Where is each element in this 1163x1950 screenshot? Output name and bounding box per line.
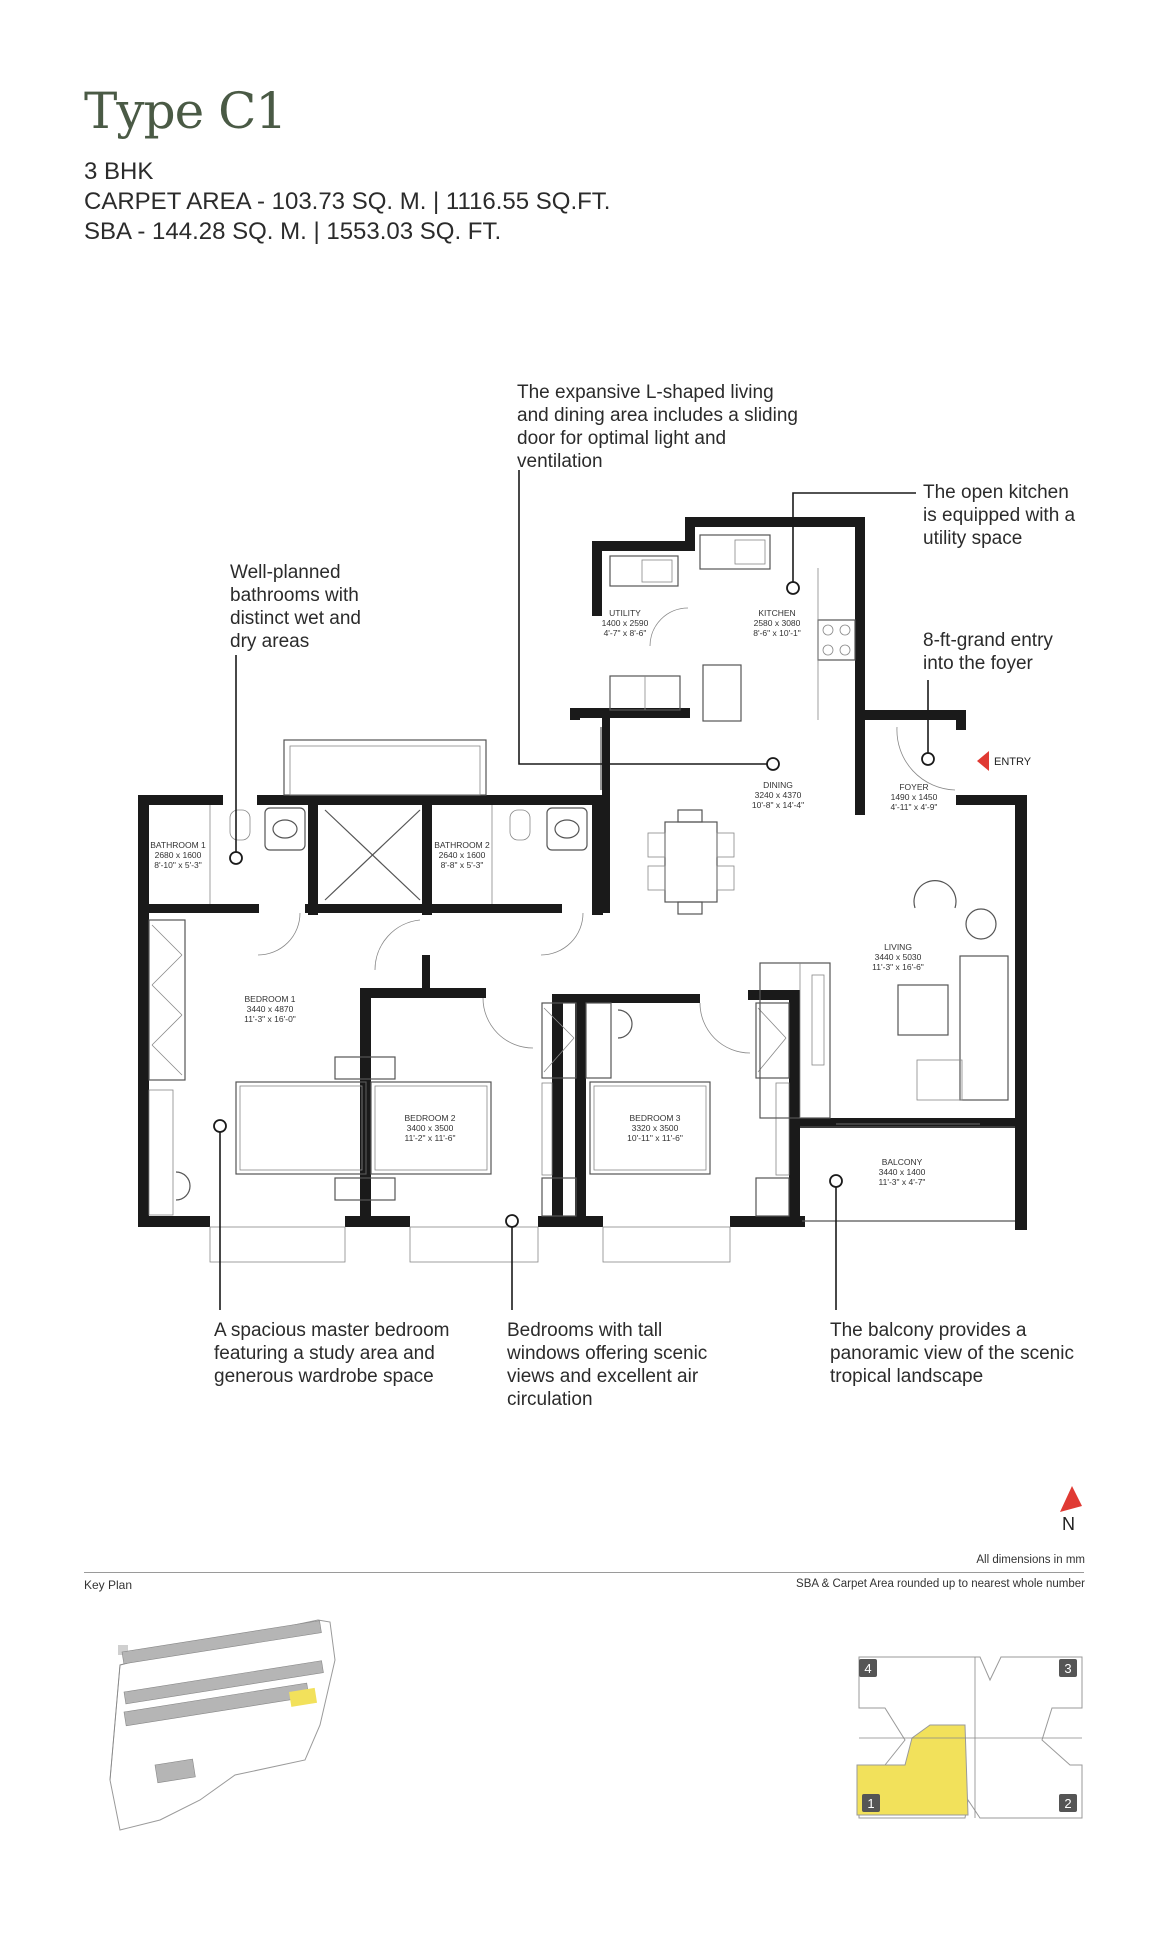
svg-text:1490 x 1450: 1490 x 1450: [890, 792, 938, 802]
callout-bathrooms: Well-planned bathrooms with distinct wet and dry areas: [230, 562, 361, 652]
rounding-note: SBA & Carpet Area rounded up to nearest whole number: [796, 1578, 1085, 1590]
key-plan-label: Key Plan: [84, 1578, 133, 1592]
label-balcony: BALCONY: [881, 1157, 923, 1167]
key-unit-4: 4: [864, 1661, 872, 1676]
svg-text:11'-3" x 16'-6": 11'-3" x 16'-6": [872, 962, 924, 972]
key-plan-site: [110, 1620, 335, 1830]
svg-text:1400 x 2590: 1400 x 2590: [601, 618, 649, 628]
callout-entry: 8-ft-grand entry into the foyer: [923, 630, 1053, 674]
svg-text:3400 x 3500: 3400 x 3500: [406, 1123, 454, 1133]
svg-text:10'-11" x 11'-6": 10'-11" x 11'-6": [627, 1133, 683, 1143]
page-title: Type C1: [84, 82, 287, 140]
label-bathroom-2: BATHROOM 2: [434, 840, 490, 850]
svg-text:4'-11" x 4'-9": 4'-11" x 4'-9": [890, 802, 938, 812]
label-bedroom-2: BEDROOM 2: [404, 1113, 456, 1123]
entry-arrow-icon: [977, 751, 989, 771]
svg-text:3440 x 4870: 3440 x 4870: [246, 1004, 294, 1014]
bhk-config: 3 BHK: [84, 158, 154, 185]
callout-balcony: The balcony provides a panoramic view of the scenic tropical landscape: [830, 1320, 1074, 1387]
label-bedroom-3: BEDROOM 3: [629, 1113, 681, 1123]
callout-kitchen: The open kitchen is equipped with a utility space: [923, 482, 1076, 549]
dimensions-note: All dimensions in mm: [976, 1554, 1085, 1566]
callout-master-bedroom: A spacious master bedroom featuring a study area and generous wardrobe space: [214, 1320, 450, 1387]
svg-text:2640 x 1600: 2640 x 1600: [438, 850, 486, 860]
label-kitchen: KITCHEN: [758, 608, 796, 618]
label-living: LIVING: [884, 942, 912, 952]
label-dining: DINING: [763, 780, 793, 790]
callout-bedrooms: Bedrooms with tall windows offering scenic views and excellent air circulation: [507, 1320, 708, 1410]
key-plan-floor: [857, 1657, 1082, 1818]
svg-text:10'-8" x 14'-4": 10'-8" x 14'-4": [751, 800, 805, 810]
svg-text:3440 x 1400: 3440 x 1400: [878, 1167, 926, 1177]
svg-text:11'-3" x 4'-7": 11'-3" x 4'-7": [878, 1177, 926, 1187]
svg-text:3440 x 5030: 3440 x 5030: [874, 952, 922, 962]
key-unit-3: 3: [1064, 1661, 1072, 1676]
north-label: N: [1062, 1514, 1075, 1534]
key-unit-1: 1: [867, 1796, 875, 1811]
svg-text:8'-6" x 10'-1": 8'-6" x 10'-1": [753, 628, 801, 638]
north-arrow-icon: [1060, 1486, 1082, 1512]
svg-text:4'-7" x 8'-6": 4'-7" x 8'-6": [603, 628, 647, 638]
label-bathroom-1: BATHROOM 1: [150, 840, 206, 850]
svg-text:2680 x 1600: 2680 x 1600: [154, 850, 202, 860]
entry-label: ENTRY: [994, 756, 1032, 768]
key-unit-2: 2: [1064, 1796, 1072, 1811]
svg-text:11'-3" x 16'-0": 11'-3" x 16'-0": [244, 1014, 296, 1024]
carpet-area: CARPET AREA - 103.73 SQ. M. | 1116.55 SQ.FT.: [84, 188, 611, 215]
svg-text:3320 x 3500: 3320 x 3500: [631, 1123, 679, 1133]
label-bedroom-1: BEDROOM 1: [244, 994, 296, 1004]
svg-text:3240 x 4370: 3240 x 4370: [754, 790, 802, 800]
room-labels: [150, 608, 937, 1187]
label-utility: UTILITY: [609, 608, 641, 618]
svg-text:11'-2" x 11'-6": 11'-2" x 11'-6": [404, 1133, 456, 1143]
svg-text:8'-8" x 5'-3": 8'-8" x 5'-3": [440, 860, 484, 870]
label-foyer: FOYER: [899, 782, 929, 792]
callout-living-dining: The expansive L-shaped living and dining area includes a sliding door for optimal light and ventilation: [517, 382, 798, 472]
divider: [84, 1572, 1084, 1573]
svg-text:8'-10" x 5'-3": 8'-10" x 5'-3": [154, 860, 202, 870]
super-built-area: SBA - 144.28 SQ. M. | 1553.03 SQ. FT.: [84, 218, 502, 245]
svg-text:2580 x 3080: 2580 x 3080: [753, 618, 801, 628]
